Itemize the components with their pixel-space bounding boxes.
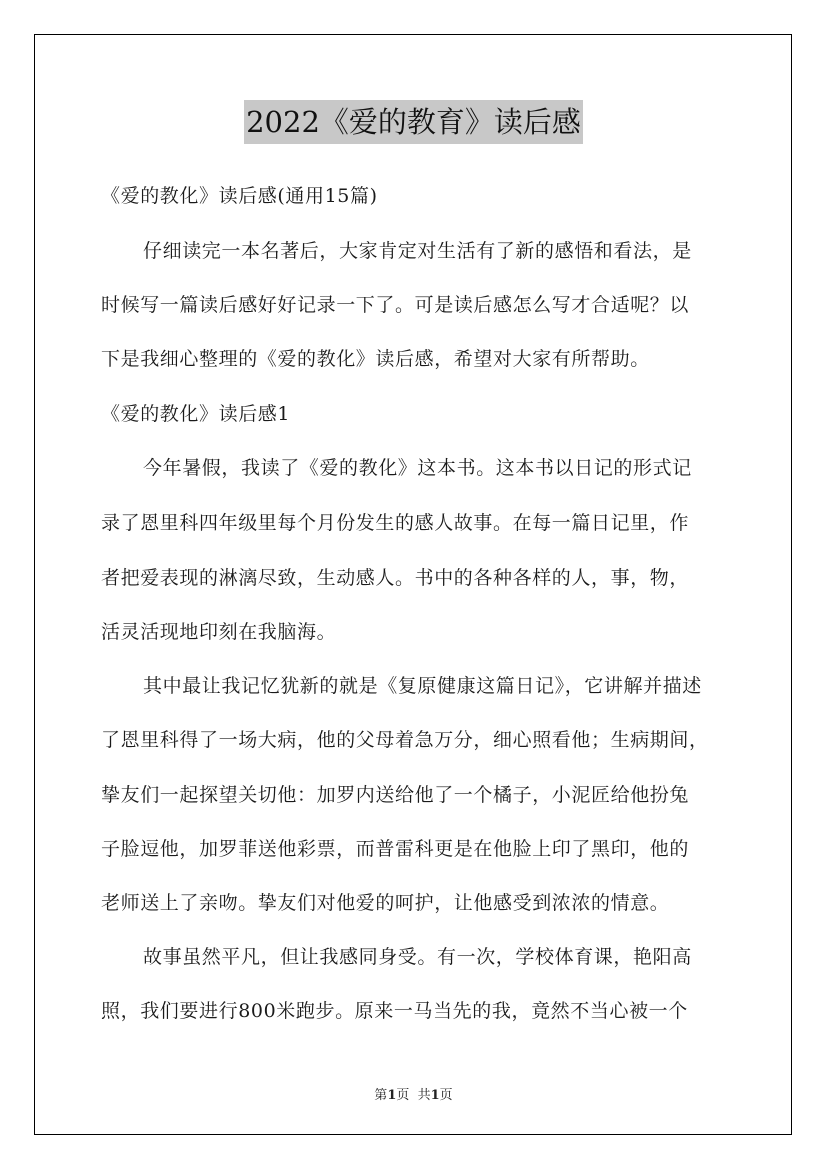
paragraph-line: 活灵活现地印刻在我脑海。 [101, 621, 337, 643]
paragraph-line: 老师送上了亲吻。挚友们对他爱的呵护，让他感受到浓浓的情意。 [101, 892, 670, 914]
subtitle-line: 《爱的教化》读后感(通用15篇) [101, 185, 378, 207]
document-title: 2022《爱的教育》读后感 [244, 100, 583, 144]
paragraph-line: 仔细读完一本名著后，大家肯定对生活有了新的感悟和看法，是 [143, 240, 692, 262]
paragraph-line: 了恩里科得了一场大病，他的父母着急万分，细心照看他；生病期间， [101, 729, 709, 751]
paragraph-line: 其中最让我记忆犹新的就是《复原健康这篇日记》，它讲解并描述 [143, 675, 702, 697]
paragraph-line: 者把爱表现的淋漓尽致，生动感人。书中的各种各样的人，事，物， [101, 567, 690, 589]
page-footer [0, 1084, 827, 1103]
paragraph-line: 子脸逗他，加罗菲送他彩票，而普雷科更是在他脸上印了黑印，他的 [101, 838, 690, 860]
paragraph-line: 照，我们要进行800米跑步。原来一马当先的我，竟然不当心被一个 [101, 1000, 688, 1022]
section-heading: 《爱的教化》读后感1 [101, 403, 291, 425]
footer-current-page: 1 [387, 1088, 397, 1103]
footer-total-pages: 1 [430, 1088, 440, 1103]
footer-mid: 页 共 [396, 1088, 431, 1103]
paragraph-line: 故事虽然平凡，但让我感同身受。有一次，学校体育课，艳阳高 [143, 946, 692, 968]
paragraph-line: 录了恩里科四年级里每个月份发生的感人故事。在每一篇日记里，作 [101, 512, 690, 534]
paragraph-line: 今年暑假，我读了《爱的教化》这本书。这本书以日记的形式记 [143, 457, 692, 479]
title-container [0, 100, 827, 144]
paragraph-line: 挚友们一起探望关切他：加罗内送给他了一个橘子，小泥匠给他扮兔 [101, 784, 690, 806]
footer-prefix: 第 [374, 1088, 388, 1103]
footer-suffix: 页 [439, 1088, 453, 1103]
paragraph-line: 时候写一篇读后感好好记录一下了。可是读后感怎么写才合适呢？以 [101, 294, 690, 316]
paragraph-line: 下是我细心整理的《爱的教化》读后感，希望对大家有所帮助。 [101, 348, 650, 370]
